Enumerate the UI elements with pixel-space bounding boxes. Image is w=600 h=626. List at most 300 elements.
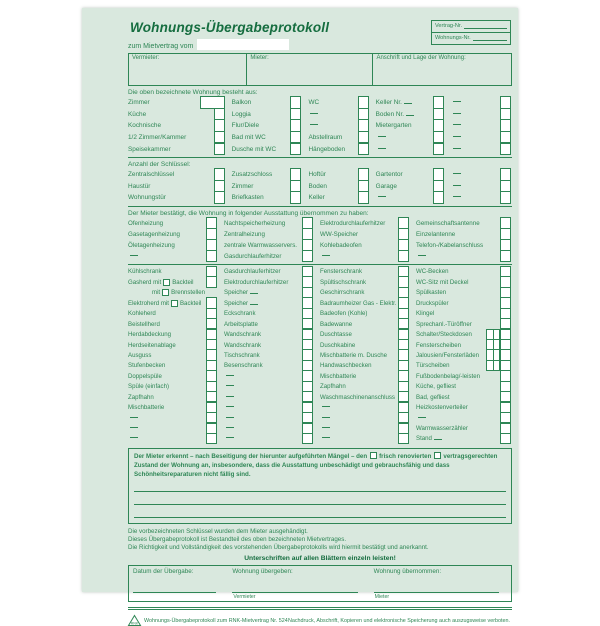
landlord-label: Vermieter: [132, 55, 160, 61]
checkbox[interactable] [433, 191, 444, 203]
item-label-text: WW-Speicher [320, 230, 359, 238]
item-label-text: Zentralschlüssel [128, 171, 175, 179]
grid-row [320, 240, 409, 251]
item-label [232, 111, 291, 118]
item-label-text: Gasdurchlauferhitzer [224, 268, 281, 276]
landlord-field[interactable] [129, 54, 247, 85]
handover-label: Wohnung übergeben: [232, 568, 293, 576]
item-label-text: Gartentor [375, 171, 403, 179]
grid-row [128, 251, 217, 262]
item-label [232, 99, 291, 106]
item-label-text: zentrale Warmwasservers. [224, 241, 298, 249]
grid-row [224, 267, 313, 277]
grid-row [224, 361, 313, 371]
item-label-text: Besenschrank [224, 362, 263, 370]
meter-box[interactable] [486, 360, 500, 371]
grid-row [224, 277, 313, 287]
write-line[interactable] [226, 375, 234, 376]
item-label [224, 220, 302, 227]
grid-row [416, 392, 511, 402]
checkbox[interactable] [290, 131, 301, 143]
apartment-no-row [432, 33, 510, 44]
fixtures-grid [128, 218, 512, 262]
grid-row [416, 240, 511, 251]
grid-row [128, 120, 225, 132]
checkbox[interactable] [206, 433, 217, 444]
grid-column [128, 169, 232, 204]
write-line[interactable] [310, 124, 318, 125]
grid-column [376, 97, 451, 155]
item-label [416, 425, 500, 432]
grid-row [416, 251, 511, 262]
item-label-text: Briefkasten [231, 194, 264, 202]
item-label [128, 268, 206, 275]
write-line[interactable] [226, 437, 234, 438]
item-label [451, 136, 500, 139]
grid-row [224, 319, 313, 329]
write-line[interactable] [130, 417, 138, 418]
apartment-no-input[interactable] [473, 36, 507, 41]
item-label-text: Ofenheizung [128, 219, 164, 227]
grid-row [224, 298, 313, 308]
item-label [416, 242, 500, 249]
item-label [224, 417, 302, 420]
checkbox[interactable] [358, 168, 369, 180]
item-label-text: Speicher [224, 289, 249, 297]
item-label [376, 99, 433, 106]
defects-line[interactable] [134, 492, 506, 505]
write-line[interactable] [378, 136, 386, 137]
grid-row [128, 298, 217, 308]
checkbox[interactable] [500, 96, 511, 108]
item-label-text: Loggia [231, 110, 251, 118]
grid-row [320, 371, 409, 381]
item-label-text: Badraumheizer Gas - Elektr. [320, 299, 397, 307]
write-line[interactable] [322, 437, 330, 438]
item-label [320, 394, 398, 401]
checkbox[interactable] [433, 108, 444, 120]
section-divider [128, 264, 512, 265]
rooms-grid [128, 97, 512, 155]
grid-row [128, 413, 217, 423]
grid-row [416, 434, 511, 444]
item-label [128, 394, 206, 401]
item-label [224, 321, 302, 328]
checkbox[interactable] [500, 119, 511, 131]
item-label-text: Mischbatterie [320, 372, 357, 380]
grid-row [224, 402, 313, 412]
grid-row [224, 218, 313, 229]
grid-row [128, 350, 217, 360]
checkbox[interactable] [358, 119, 369, 131]
item-label [232, 134, 291, 141]
checkbox[interactable] [214, 131, 225, 143]
grid-column [416, 218, 512, 262]
handover-date-label: Datum der Übergabe: [133, 568, 194, 576]
item-label-text: Geschirrschrank [320, 289, 365, 297]
checkbox[interactable] [500, 180, 511, 192]
grid-row [320, 218, 409, 229]
grid-row [416, 267, 511, 277]
item-label-text: Boden [308, 182, 327, 190]
grid-row [320, 229, 409, 240]
checkbox[interactable] [358, 180, 369, 192]
item-label [128, 194, 214, 201]
grid-row [128, 288, 217, 298]
grid-row [416, 218, 511, 229]
condition-option2: vertragsgerechten Zustand der Wohnung [134, 453, 498, 469]
inline-checkbox[interactable] [171, 300, 178, 307]
grid-row [308, 192, 368, 204]
grid-row [376, 192, 444, 204]
checkbox[interactable] [214, 180, 225, 192]
write-line[interactable] [453, 124, 461, 125]
item-label [416, 300, 500, 307]
contract-no-input[interactable] [464, 24, 507, 29]
item-label [128, 437, 206, 440]
item-label-text: Öletagenheizung [128, 241, 175, 249]
write-line[interactable] [250, 293, 258, 294]
grid-row [232, 143, 302, 155]
item-label-text: Kochnische [128, 122, 162, 130]
item-label [308, 113, 357, 116]
item-label [128, 242, 206, 249]
item-label-text: Warmwasserzähler [416, 425, 468, 433]
footer-left-text: Wohnungs-Übergabeprotokoll zum RNK-Mietvertrag Nr. 524 [144, 617, 288, 624]
grid-column [128, 97, 232, 155]
grid-row [128, 371, 217, 381]
checkbox[interactable] [290, 191, 301, 203]
item-label-text: Beistellherd [128, 320, 160, 328]
item-label [320, 242, 398, 249]
item-label [320, 300, 398, 307]
checkbox[interactable] [500, 168, 511, 180]
grid-row [416, 382, 511, 392]
address-label: Anschrift und Lage der Wohnung: [376, 55, 466, 61]
checkbox[interactable] [398, 250, 409, 262]
item-label-text: Zentralheizung [224, 230, 265, 238]
item-label [320, 362, 398, 369]
grid-row [320, 392, 409, 402]
section-divider [128, 206, 512, 207]
tenant-signature-line[interactable] [374, 592, 499, 593]
checkbox[interactable] [358, 96, 369, 108]
grid-row [128, 192, 225, 204]
grid-row [224, 229, 313, 240]
write-line[interactable] [453, 148, 461, 149]
item-label-text: Zapfhahn [128, 393, 154, 401]
write-line[interactable] [453, 196, 461, 197]
item-label-text: Wandschrank [224, 341, 262, 349]
item-label [128, 352, 206, 359]
write-line[interactable] [322, 406, 330, 407]
item-label [128, 231, 206, 238]
checkbox[interactable] [358, 108, 369, 120]
write-line[interactable] [453, 113, 461, 114]
checkbox[interactable] [433, 96, 444, 108]
contract-date-input[interactable] [197, 39, 289, 50]
landlord-sublabel: Vermieter [233, 594, 256, 601]
item-label-text: Stand [416, 435, 432, 443]
grid-row [416, 309, 511, 319]
item-label [320, 279, 398, 286]
item-label-text: Elektrodurchlauferhitzer [320, 219, 386, 227]
renovated-checkbox[interactable] [370, 452, 377, 459]
checkbox[interactable] [214, 168, 225, 180]
item-label [320, 417, 398, 420]
checkbox[interactable] [500, 131, 511, 143]
grid-row [320, 309, 409, 319]
item-label [128, 310, 206, 317]
checkbox[interactable] [290, 96, 301, 108]
grid-row [128, 402, 217, 412]
item-label [320, 383, 398, 390]
item-label-text: WC-Sitz mit Deckel [416, 278, 469, 286]
write-line[interactable] [322, 427, 330, 428]
write-line[interactable] [418, 255, 426, 256]
checkbox[interactable] [214, 108, 225, 120]
write-line[interactable] [404, 103, 412, 104]
takeover-label: Wohnung übernommen: [373, 568, 442, 576]
item-label [128, 373, 206, 380]
item-label [224, 385, 302, 388]
item-label-text: Bad mit WC [231, 134, 266, 142]
item-label [308, 99, 357, 106]
grid-row [128, 382, 217, 392]
handover-date-line[interactable] [133, 592, 216, 593]
item-label [224, 362, 302, 369]
checkbox[interactable] [500, 433, 511, 444]
grid-row [224, 251, 313, 262]
grid-column [128, 218, 224, 262]
inline-checkbox[interactable] [163, 279, 170, 286]
inline-checkbox[interactable] [162, 289, 169, 296]
item-label-text: Fußbodenbelag/-leisten [416, 372, 481, 380]
checkbox[interactable] [358, 191, 369, 203]
item-label-text: WC [308, 99, 320, 107]
write-line[interactable] [310, 113, 318, 114]
checkbox[interactable] [290, 143, 301, 155]
checkbox[interactable] [358, 131, 369, 143]
item-label-text: Küche [128, 110, 147, 118]
checkbox[interactable] [433, 131, 444, 143]
checkbox[interactable] [290, 119, 301, 131]
item-label-text: Zusatzschloss [231, 171, 273, 179]
checkbox[interactable] [200, 96, 225, 108]
write-line[interactable] [130, 255, 138, 256]
item-label [308, 124, 357, 127]
item-label [320, 406, 398, 409]
grid-row [128, 240, 217, 251]
form-footer [128, 615, 512, 626]
contractual-checkbox[interactable] [434, 452, 441, 459]
contract-date-row [128, 39, 329, 50]
grid-row [128, 97, 225, 109]
item-label [224, 375, 302, 378]
grid-column [232, 97, 309, 155]
item-label [308, 134, 357, 141]
write-line[interactable] [453, 101, 461, 102]
item-label [320, 220, 398, 227]
write-line[interactable] [378, 196, 386, 197]
form-page [82, 8, 518, 626]
item-label-text: Zimmer [231, 182, 254, 190]
write-line[interactable] [453, 185, 461, 186]
item-label [224, 310, 302, 317]
item-label [320, 437, 398, 440]
item-label-text: Fensterscheiben [416, 341, 462, 349]
write-line[interactable] [322, 255, 330, 256]
checkbox[interactable] [500, 191, 511, 203]
keys-heading: Anzahl der Schlüssel: [128, 160, 191, 168]
write-line[interactable] [434, 439, 442, 440]
condition-text-after: an, insbesondere, dass die Ausstattung unbeschädigt und gebrauchsfähig und dass Schönheitsreparaturen nicht fällig sind. [134, 461, 450, 478]
write-line[interactable] [226, 385, 234, 386]
item-label-text: Spültischschrank [320, 278, 367, 286]
checkbox[interactable] [358, 143, 369, 155]
grid-row [128, 169, 225, 181]
write-line[interactable] [226, 417, 234, 418]
grid-row [224, 371, 313, 381]
checkbox[interactable] [302, 250, 313, 262]
grid-row [128, 309, 217, 319]
grid-row [224, 423, 313, 433]
checkbox[interactable] [433, 180, 444, 192]
defects-line[interactable] [134, 479, 506, 492]
item-label [320, 352, 398, 359]
closing-line: Dieses Übergabeprotokoll ist Bestandteil des oben bezeichneten Mietvertrages. [128, 536, 347, 544]
tenant-sublabel: Mieter [374, 594, 390, 601]
form-header [128, 20, 512, 53]
landlord-signature-cell [228, 566, 369, 601]
item-label-text: Elektroherd mit [128, 299, 169, 307]
grid-row [376, 143, 444, 155]
checkbox[interactable] [398, 433, 409, 444]
item-label-text: Speicher [224, 299, 249, 307]
fixtures-heading: Der Mieter bestätigt, die Wohnung in folgender Ausstattung übernommen zu haben: [128, 209, 369, 217]
write-line[interactable] [418, 417, 426, 418]
landlord-signature-line[interactable] [232, 592, 357, 593]
item-label-text: Doppelspüle [128, 372, 162, 380]
checkbox[interactable] [500, 250, 511, 262]
write-line[interactable] [226, 406, 234, 407]
item-label-text: Stufenbecken [128, 362, 166, 370]
item-label [128, 171, 214, 178]
grid-row [224, 329, 313, 339]
item-label-text: Speisekammer [128, 145, 171, 153]
item-label [416, 289, 500, 296]
checkbox[interactable] [290, 180, 301, 192]
checkbox[interactable] [433, 119, 444, 131]
item-label-text: Heizkostenverteiler [416, 404, 468, 412]
checkbox[interactable] [433, 168, 444, 180]
grid-row [416, 298, 511, 308]
item-label [320, 427, 398, 430]
title-block [128, 20, 329, 53]
item-label-text: Mischbatterie [128, 404, 165, 412]
item-label [416, 310, 500, 317]
item-label [320, 331, 398, 338]
item-label-text: Druckspüler [416, 299, 449, 307]
item-label-text: Waschmaschinenanschluss [320, 393, 395, 401]
grid-row [232, 192, 302, 204]
defects-line[interactable] [134, 505, 506, 518]
item-label-text: Spüle (einfach) [128, 383, 169, 391]
item-label-text: mit [152, 289, 161, 297]
grid-row [451, 143, 511, 155]
write-line[interactable] [406, 115, 414, 116]
checkbox[interactable] [206, 250, 217, 262]
item-label-text: Duschtasse [320, 331, 352, 339]
write-line[interactable] [250, 304, 258, 305]
checkbox[interactable] [290, 108, 301, 120]
item-label [320, 268, 398, 275]
grid-column [451, 97, 512, 155]
item-label [128, 404, 206, 411]
grid-row [224, 382, 313, 392]
checkbox[interactable] [206, 276, 217, 287]
item-label-text: Backteil [179, 299, 202, 307]
tenant-field[interactable] [247, 54, 373, 85]
grid-row [416, 423, 511, 433]
item-label-text: Flur/Diele [231, 122, 260, 130]
address-field[interactable] [373, 54, 511, 85]
item-label-text: Brennstellen [171, 289, 206, 297]
write-line[interactable] [322, 417, 330, 418]
item-label [451, 196, 500, 199]
item-label-text: Eckschrank [224, 310, 256, 318]
item-label-text: Arbeitsplatte [224, 320, 258, 328]
item-label-text: Hängeboden [308, 145, 346, 153]
write-line[interactable] [130, 437, 138, 438]
item-label-text: Mietergarten [375, 122, 412, 130]
write-line[interactable] [226, 396, 234, 397]
item-label [128, 99, 200, 106]
item-label [416, 279, 500, 286]
item-label-text: Dusche mit WC [231, 145, 277, 153]
item-label [224, 300, 302, 307]
checkbox[interactable] [290, 168, 301, 180]
checkbox[interactable] [214, 119, 225, 131]
grid-row [416, 413, 511, 423]
grid-column [320, 218, 416, 262]
checkbox[interactable] [500, 108, 511, 120]
checkbox[interactable] [214, 143, 225, 155]
checkbox[interactable] [302, 433, 313, 444]
item-label-text: Haustür [128, 182, 151, 190]
item-label [416, 362, 486, 369]
item-label [224, 437, 302, 440]
contract-number-box [431, 20, 511, 45]
write-line[interactable] [453, 136, 461, 137]
item-label [451, 113, 500, 116]
equipment-grid [128, 267, 512, 444]
checkbox[interactable] [433, 143, 444, 155]
item-label-text: Garage [375, 182, 397, 190]
item-label [224, 231, 302, 238]
write-line[interactable] [226, 427, 234, 428]
item-label-text: Sprechanl.-Türöffner [416, 320, 472, 328]
checkbox[interactable] [214, 191, 225, 203]
write-line[interactable] [130, 427, 138, 428]
write-line[interactable] [453, 173, 461, 174]
grid-row [416, 229, 511, 240]
checkbox[interactable] [500, 143, 511, 155]
grid-row [128, 329, 217, 339]
write-line[interactable] [378, 148, 386, 149]
item-label [416, 220, 500, 227]
grid-row [128, 361, 217, 371]
